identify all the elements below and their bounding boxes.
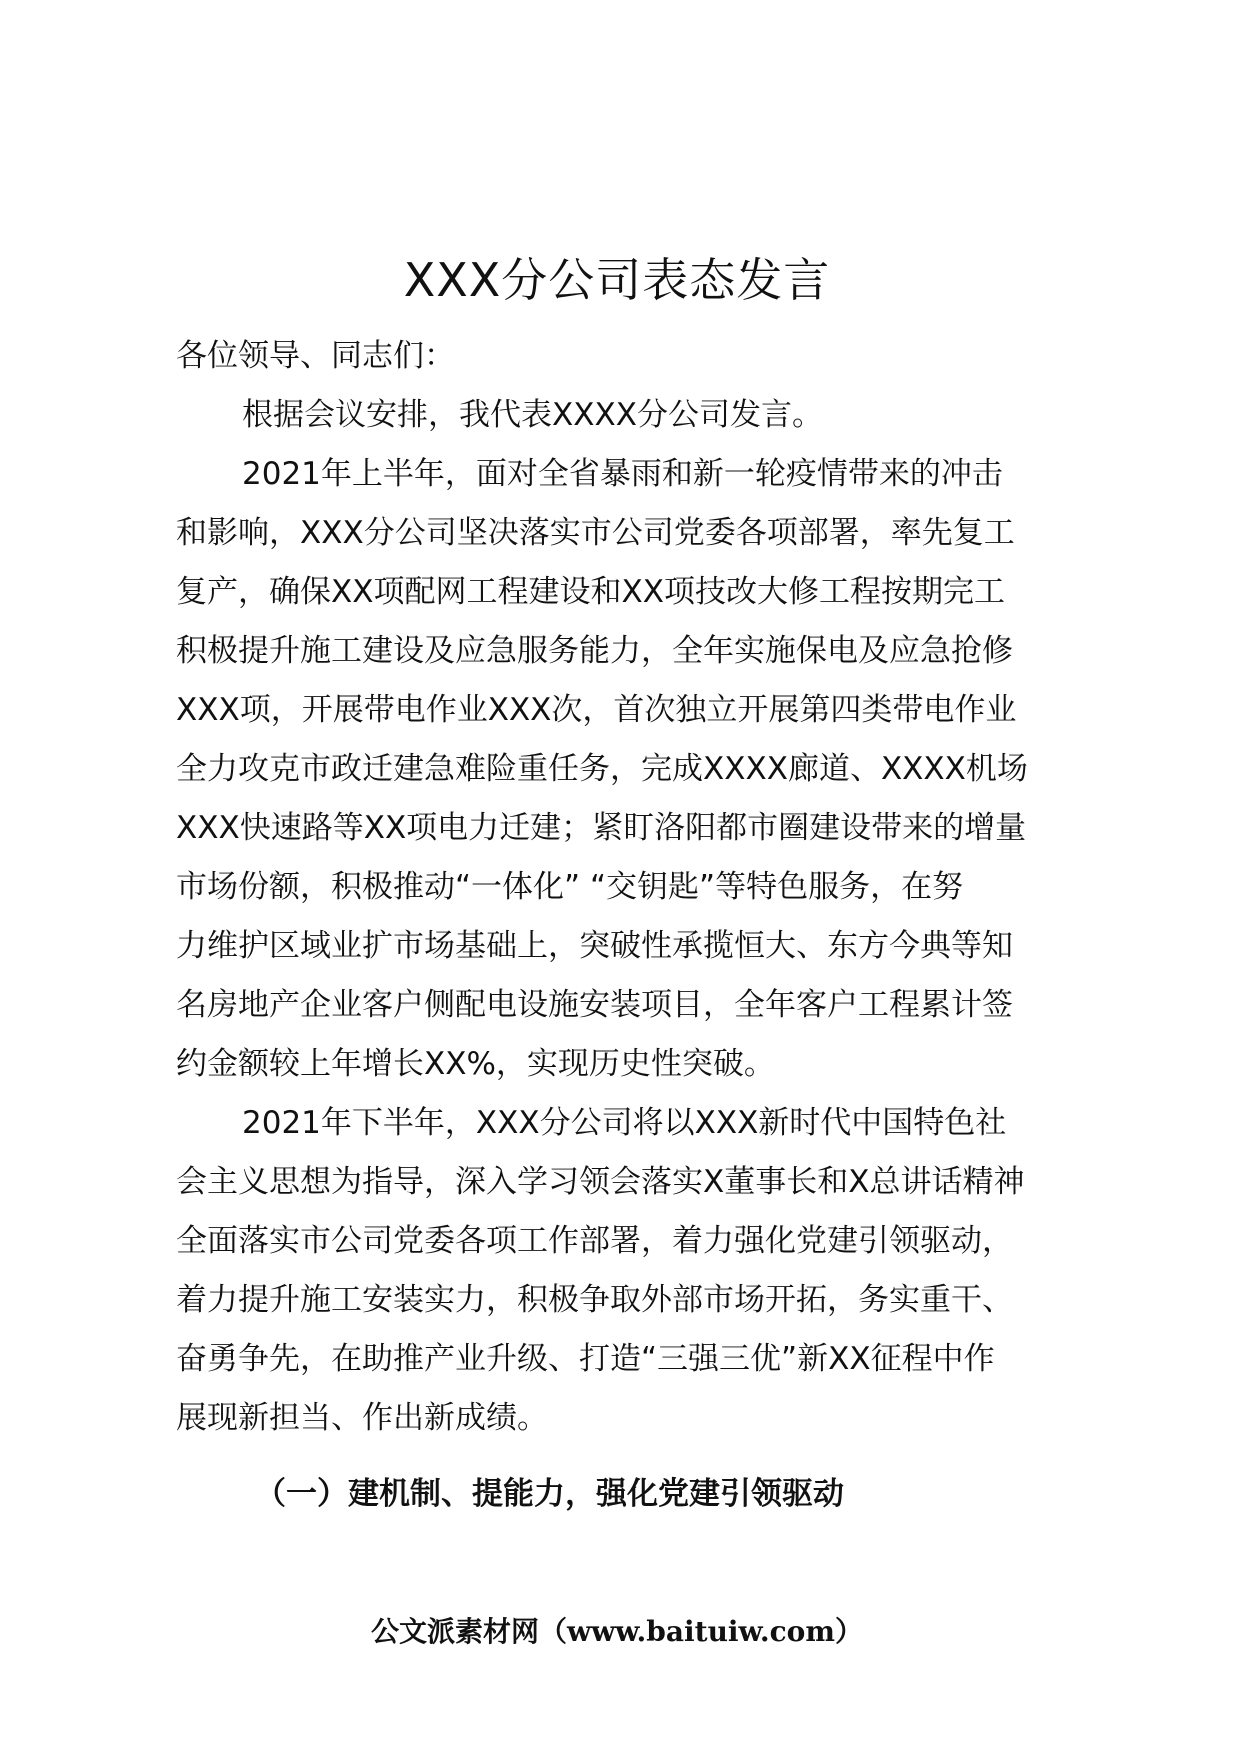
paragraph-line: XXX项，开展带电作业XXX次，首次独立开展第四类带电作业 <box>176 692 1017 728</box>
paragraph-line: 2021年上半年，面对全省暴雨和新一轮疫情带来的冲击 <box>242 456 1003 492</box>
paragraph-line: 展现新担当、作出新成绩。 <box>176 1400 548 1436</box>
paragraph-line: 名房地产企业客户侧配电设施安装项目，全年客户工程累计签 <box>176 987 1013 1023</box>
paragraph-line: 力维护区域业扩市场基础上，突破性承揽恒大、东方今典等知 <box>176 928 1013 964</box>
footer-watermark: 公文派素材网（www.baituiw.com） <box>371 1615 863 1648</box>
paragraph-line: XXX快速路等XX项电力迁建；紧盯洛阳都市圈建设带来的增量 <box>176 810 1027 846</box>
paragraph-line: 2021年下半年，XXX分公司将以XXX新时代中国特色社 <box>242 1105 1007 1141</box>
paragraph-line: 根据会议安排，我代表XXXX分公司发言。 <box>242 397 823 433</box>
salutation: 各位领导、同志们： <box>176 338 455 374</box>
document-title: XXX分公司表态发言 <box>403 253 831 307</box>
paragraph-line: 全力攻克市政迁建急难险重任务，完成XXXX廊道、XXXX机场 <box>176 751 1028 787</box>
paragraph-line: 着力提升施工安装实力，积极争取外部市场开拓，务实重干、 <box>176 1282 1013 1318</box>
paragraph-line: 奋勇争先，在助推产业升级、打造“三强三优”新XX征程中作 <box>176 1341 995 1377</box>
document-body <box>176 327 1106 1448</box>
paragraph-line: 和影响，XXX分公司坚决落实市公司党委各项部署，率先复工 <box>176 515 1015 551</box>
paragraph-line: 积极提升施工建设及应急服务能力，全年实施保电及应急抢修 <box>176 633 1013 669</box>
paragraph-line: 会主义思想为指导，深入学习领会落实X董事长和X总讲话精神 <box>176 1164 1025 1200</box>
paragraph-line: 市场份额，积极推动“一体化” “交钥匙”等特色服务，在努 <box>176 869 964 905</box>
paragraph-line: 约金额较上年增长XX%，实现历史性突破。 <box>176 1046 775 1082</box>
paragraph-line: 复产，确保XX项配网工程建设和XX项技改大修工程按期完工 <box>176 574 1005 610</box>
paragraph-line: 全面落实市公司党委各项工作部署，着力强化党建引领驱动， <box>176 1223 1013 1259</box>
section-heading: （一）建机制、提能力，强化党建引领驱动 <box>255 1476 844 1512</box>
